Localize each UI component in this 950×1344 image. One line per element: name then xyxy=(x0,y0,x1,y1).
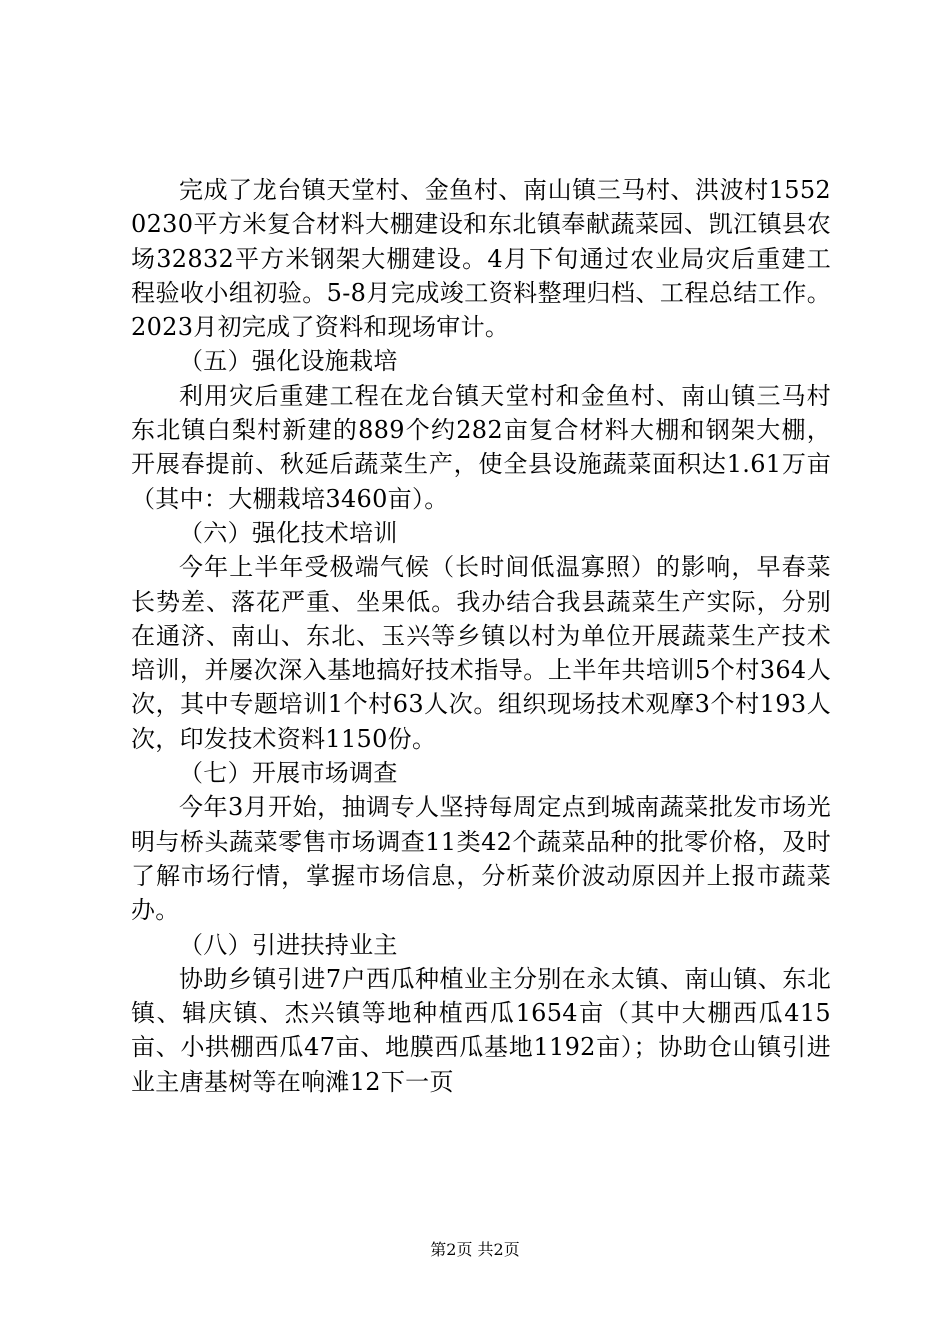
paragraph-technical-training: 今年上半年受极端气候（长时间低温寡照）的影响，早春菜长势差、落花严重、坐果低。我办结合我县蔬菜生产实际，分别在通济、南山、东北、玉兴等乡镇以村为单位开展蔬菜生产技术培训，并屡次深入基地搞好技术指导。上半年共培训5个村364人次，其中专题培训1个村63人次。组织现场技术观摩3个村193人次，印发技术资料1150份。 xyxy=(131,553,831,753)
page-number-footer: 第2页 共2页 xyxy=(430,1240,520,1259)
heading-facility-cultivation: （五）强化设施栽培 xyxy=(179,347,398,376)
paragraph-market-survey: 今年3月开始，抽调专人坚持每周定点到城南蔬菜批发市场光明与桥头蔬菜零售市场调查11类42个蔬菜品种的批零价格，及时了解市场行情，掌握市场信息，分析菜价波动原因并上报市蔬菜办。 xyxy=(131,793,831,925)
heading-support-growers: （八）引进扶持业主 xyxy=(179,930,398,959)
paragraph-facility-cultivation: 利用灾后重建工程在龙台镇天堂村和金鱼村、南山镇三马村东北镇白梨村新建的889个约282亩复合材料大棚和钢架大棚，开展春提前、秋延后蔬菜生产，使全县设施蔬菜面积达1.61万亩（其中：大棚栽培3460亩）。 xyxy=(131,381,831,513)
heading-technical-training: （六）强化技术培训 xyxy=(179,518,398,547)
heading-market-survey: （七）开展市场调查 xyxy=(179,759,398,788)
paragraph-construction-completion: 完成了龙台镇天堂村、金鱼村、南山镇三马村、洪波村15520230平方米复合材料大棚建设和东北镇奉献蔬菜园、凯江镇县农场32832平方米钢架大棚建设。4月下旬通过农业局灾后重建工程验收小组初验。5-8月完成竣工资料整理归档、工程总结工作。2023月初完成了资料和现场审计。 xyxy=(131,176,831,342)
document-body xyxy=(131,173,831,1099)
paragraph-support-growers: 协助乡镇引进7户西瓜种植业主分别在永太镇、南山镇、东北镇、辑庆镇、杰兴镇等地种植西瓜1654亩（其中大棚西瓜415亩、小拱棚西瓜47亩、地膜西瓜基地1192亩）；协助仓山镇引进业主唐基树等在响滩12下一页 xyxy=(131,964,831,1096)
